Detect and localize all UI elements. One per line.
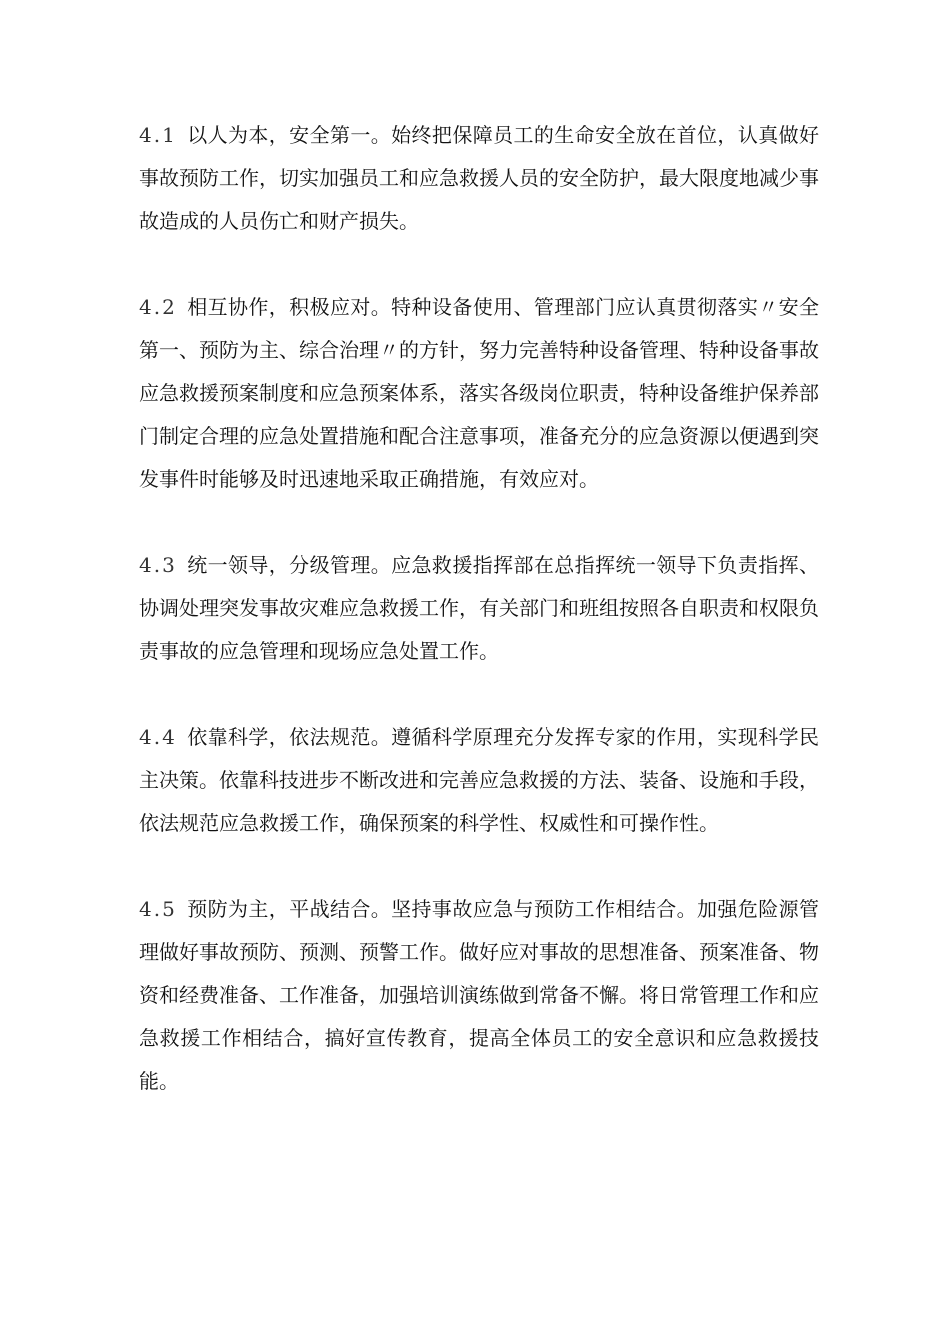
paragraph-number: 4.5 xyxy=(139,897,177,921)
paragraph-4-3 xyxy=(139,544,819,673)
paragraph-text: 统一领导，分级管理。应急救援指挥部在总指挥统一领导下负责指挥、协调处理突发事故灾难应急救援工作，有关部门和班组按照各自职责和权限负责事故的应急管理和现场应急处置工作。 xyxy=(139,553,819,663)
paragraph-text: 相互协作，积极应对。特种设备使用、管理部门应认真贯彻落实〃安全第一、预防为主、综合治理〃的方针，努力完善特种设备管理、特种设备事故应急救援预案制度和应急预案体系，落实各级岗位职责，特种设备维护保养部门制定合理的应急处置措施和配合注意事项，准备充分的应急资源以便遇到突发事件时能够及时迅速地采取正确措施，有效应对。 xyxy=(139,295,819,491)
paragraph-4-4 xyxy=(139,716,819,845)
paragraph-4-2 xyxy=(139,286,819,501)
paragraph-number: 4.3 xyxy=(139,553,177,577)
document-body xyxy=(139,114,819,1146)
paragraph-text: 预防为主，平战结合。坚持事故应急与预防工作相结合。加强危险源管理做好事故预防、预测、预警工作。做好应对事故的思想准备、预案准备、物资和经费准备、工作准备，加强培训演练做到常备不懈。将日常管理工作和应急救援工作相结合，搞好宣传教育，提高全体员工的安全意识和应急救援技能。 xyxy=(139,897,819,1093)
paragraph-number: 4.1 xyxy=(139,123,177,147)
paragraph-number: 4.4 xyxy=(139,725,177,749)
paragraph-text: 依靠科学，依法规范。遵循科学原理充分发挥专家的作用，实现科学民主决策。依靠科技进步不断改进和完善应急救援的方法、装备、设施和手段，依法规范应急救援工作，确保预案的科学性、权威性和可操作性。 xyxy=(139,725,819,835)
paragraph-4-5 xyxy=(139,888,819,1103)
paragraph-text: 以人为本，安全第一。始终把保障员工的生命安全放在首位，认真做好事故预防工作，切实加强员工和应急救援人员的安全防护，最大限度地减少事故造成的人员伤亡和财产损失。 xyxy=(139,123,819,233)
paragraph-number: 4.2 xyxy=(139,295,177,319)
paragraph-4-1 xyxy=(139,114,819,243)
